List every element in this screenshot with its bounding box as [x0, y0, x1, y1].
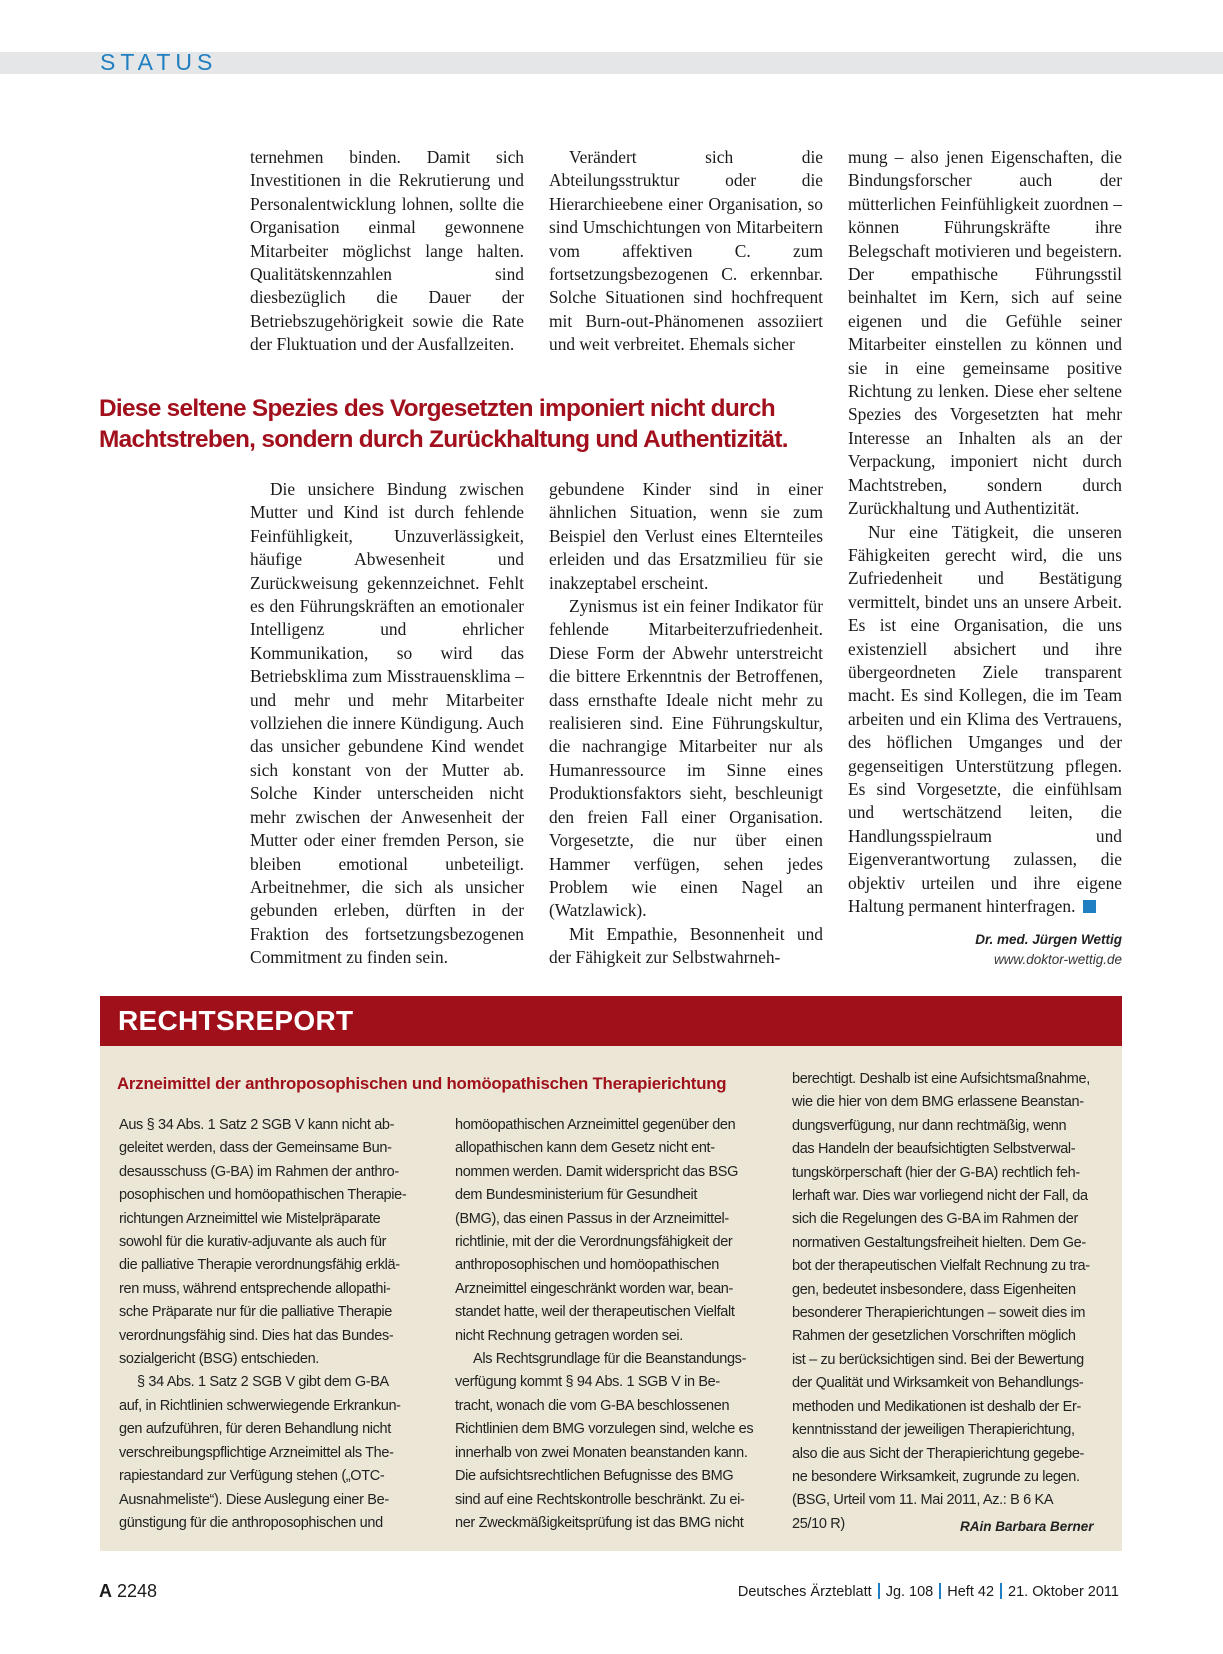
text-line: verordnungsfähig sind. Dies hat das Bundes- — [119, 1327, 394, 1344]
journal-volume: Jg. 108 — [885, 1584, 934, 1600]
text-line: Ausnahmeliste“). Diese Auslegung einer Be- — [119, 1491, 389, 1508]
text-line: allopathischen kann dem Gesetz nicht ent- — [455, 1140, 715, 1157]
text-line: Die aufsichtsrechtlichen Befugnisse des BMG — [455, 1468, 734, 1485]
text-line: normativen Gestaltungsfreiheit hielten. Dem Ge- — [792, 1234, 1086, 1251]
text-line: verfügung kommt § 94 Abs. 1 SGB V in Be- — [455, 1374, 720, 1391]
text-line: 25/10 R) — [792, 1515, 845, 1532]
text-line: ist – zu berücksichtigen sind. Bei der Bewertung — [792, 1351, 1084, 1368]
text-line: tracht, wonach die vom G-BA beschlossenen — [455, 1397, 730, 1414]
journal-date: 21. Oktober 2011 — [1008, 1584, 1119, 1600]
article-author-website: www.doktor-wettig.de — [993, 952, 1122, 967]
text-line: anthroposophischen und homöopathischen — [455, 1257, 720, 1274]
rechtsreport-title: RECHTSREPORT — [118, 1005, 354, 1036]
text-line: richtungen Arzneimittel wie Mistelpräparate — [119, 1210, 381, 1227]
text-line: sind auf eine Rechtskontrolle beschränkt. Zu ei- — [455, 1491, 745, 1508]
text-line: (BSG, Urteil vom 11. Mai 2011, Az.: B 6 KA — [792, 1492, 1054, 1509]
pull-quote: Diese seltene Spezies des Vorgesetzten imponiert nicht durch Machtstreben, sondern durch Zurückhaltung und Authentizität. — [99, 395, 788, 453]
text-line: methoden und Medikationen ist deshalb der Er- — [792, 1398, 1081, 1415]
text-line: ne besondere Wirksamkeit, zugrunde zu legen. — [792, 1468, 1080, 1485]
paragraph: gebundene Kinder sind in einer ähnlichen Situation, wenn sie zum Beispiel den Verlust eines Elternteiles erleiden und das Ersatzmilieu für sie inakzeptabel erscheint. — [549, 479, 823, 593]
text-line: sozialgericht (BSG) entschieden. — [119, 1351, 319, 1368]
page-number-value: 2248 — [117, 1581, 158, 1601]
rechtsreport-col1 — [119, 1114, 439, 1535]
text-line: günstigung für die anthroposophischen und — [119, 1514, 383, 1531]
text-line: rapiestandard zur Verfügung stehen („OTC- — [119, 1468, 385, 1485]
text-line: Als Rechtsgrundlage für die Beanstandungs- — [473, 1351, 747, 1368]
journal-name: Deutsches Ärzteblatt — [737, 1584, 872, 1600]
separator — [1000, 1583, 1002, 1599]
text-line: dem Bundesministerium für Gesundheit — [455, 1187, 698, 1204]
article-col1-top — [250, 146, 524, 357]
text-line: dungsverfügung, nur dann rechtmäßig, wenn — [792, 1117, 1067, 1134]
text-line: ren muss, während entsprechende allopathi- — [119, 1280, 391, 1297]
separator — [878, 1583, 880, 1599]
text-line: nommen werden. Damit widerspricht das BSG — [455, 1163, 739, 1180]
text-line: desausschuss (G-BA) im Rahmen der anthro- — [119, 1163, 399, 1180]
text-line: kenntnisstand der jeweiligen Therapierichtung, — [792, 1422, 1075, 1439]
text-line: der Qualität und Wirksamkeit von Behandlungs- — [792, 1375, 1084, 1392]
text-line: das Handeln der beaufsichtigten Selbstverwal- — [792, 1141, 1076, 1158]
text-line: Rahmen der gesetzlichen Vorschriften möglich — [792, 1328, 1076, 1345]
paragraph: Zynismus ist ein feiner Indikator für fehlende Mitarbeiterzufriedenheit. Diese Form der Abwehr unterstreicht die bittere Erkenntnis der Betroffenen, dass ernsthafte Ideale nicht mehr zu realisieren sind. Eine Führungskultur, die nachrangige Mitarbeiter nur als Humanressource im Sinne eines Produktionsfaktors sieht, beschleunigt den freien Fall einer Organisation. Vorgesetzte, die nur über einen Hammer verfügen, sehen jedes Problem wie einen Nagel an (Watzlawick). — [549, 596, 823, 921]
journal-issue: Heft 42 — [947, 1584, 995, 1600]
paragraph: Die unsichere Bindung zwischen Mutter und Kind ist durch fehlende Feinfühligkeit, Unzuverlässigkeit, häufige Abwesenheit und Zurückweisung gekennzeichnet. Fehlt es den Führungskräften an emotionaler Intelligenz und ehrlicher Kommunikation, so wird das Betriebsklima zum Misstrauensklima – und mehr und mehr Mitarbeiter vollziehen die innere Kündigung. Auch das unsicher gebundene Kind wendet sich konstant von der Mutter ab. Solche Kinder unterscheiden nicht mehr zwischen der Anwesenheit der Mutter oder einer fremden Person, sie bleiben emotional unbeteiligt. Arbeitnehmer, die sich als unsicher gebunden erleben, dürften in der Fraktion des fortsetzungsbezogenen Commitment zu finden sein. — [250, 479, 524, 968]
text-line: richtlinie, mit der die Verordnungsfähigkeit der — [455, 1234, 733, 1251]
paragraph — [848, 521, 1122, 919]
article-col2-bottom — [549, 478, 823, 970]
text-line: die palliative Therapie verordnungsfähig erklä- — [119, 1257, 400, 1274]
article-col3 — [848, 146, 1122, 918]
text-line: berechtigt. Deshalb ist eine Aufsichtsmaßnahme, — [792, 1071, 1090, 1087]
text-line: Aus § 34 Abs. 1 Satz 2 SGB V kann nicht ab- — [119, 1117, 395, 1133]
text-line: gen aufzuführen, für deren Behandlung nicht — [119, 1421, 391, 1438]
page-number — [99, 1579, 157, 1603]
journal-reference — [738, 1582, 1119, 1602]
rechtsreport-col3 — [792, 1068, 1112, 1536]
text-line: sich die Regelungen des G-BA im Rahmen der — [792, 1211, 1078, 1228]
text-line: nicht Rechnung getragen worden sei. — [455, 1327, 683, 1344]
text-line: also die aus Sicht der Therapierichtung gegebe- — [792, 1445, 1085, 1462]
text-line: § 34 Abs. 1 Satz 2 SGB V gibt dem G-BA — [137, 1374, 389, 1391]
article-col2-top — [549, 146, 823, 357]
text-line: gen, bedeutet insbesondere, dass Eigenheiten — [792, 1281, 1076, 1298]
page-prefix: A — [99, 1581, 112, 1601]
paragraph: ternehmen binden. Damit sich Investitionen in die Rekrutierung und Personalentwicklung lohnen, sollte die Organisation einmal gewonnene Mitarbeiter möglichst lange halten. Qualitätskennzahlen sind diesbezüglich die Dauer der Betriebszugehörigkeit sowie die Rate der Fluktuation und der Ausfallzeiten. — [250, 147, 524, 355]
text-line: standet hatte, weil der therapeutischen Vielfalt — [455, 1304, 735, 1321]
text-line: innerhalb von zwei Monaten beanstanden kann. — [455, 1444, 748, 1461]
separator — [939, 1583, 941, 1599]
text-line: Arzneimittel eingeschränkt worden war, bean- — [455, 1280, 733, 1297]
text-line: sowohl für die kurativ-adjuvante als auch für — [119, 1234, 387, 1251]
paragraph: mung – also jenen Eigenschaften, die Bindungsforscher auch der mütterlichen Feinfühligkeit zuordnen – können Führungskräfte ihre Belegschaft motivieren und begeistern. Der empathische Führungsstil beinhaltet im Kern, sich auf seine eigenen und die Gefühle seiner Mitarbeiter einstellen zu können und sie in eine gemeinsame positive Richtung zu lenken. Diese eher seltene Spezies des Vorgesetzten hat mehr Interesse an Inhalten als an der Verpackung, imponiert nicht durch Machtstreben, sondern durch Zurückhaltung und Authentizität. — [848, 147, 1122, 519]
text-line: auf, in Richtlinien schwerwiegende Erkrankun- — [119, 1397, 401, 1414]
text-line: besonderer Therapierichtungen – soweit dies im — [792, 1305, 1086, 1322]
text-line: ner Zweckmäßigkeitsprüfung ist das BMG nicht — [455, 1514, 744, 1531]
text-line: lerhaft war. Dies war vorliegend nicht der Fall, da — [792, 1188, 1088, 1205]
paragraph: Mit Empathie, Besonnenheit und der Fähigkeit zur Selbstwahrneh- — [549, 923, 823, 968]
text-line: Richtlinien dem BMG vorzulegen sind, welche es — [455, 1421, 754, 1438]
paragraph-text: Nur eine Tätigkeit, die unseren Fähigkeiten gerecht wird, die uns Zufriedenheit und Bestätigung vermittelt, bindet uns an unsere Arbeit. Es ist eine Organisation, die uns existenziell absichert und ihre übergeordneten Ziele transparent macht. Es sind Kollegen, die im Team arbeiten und ein Klima des Vertrauens, des höflichen Umganges und der gegenseitigen Unterstützung pflegen. Es sind Vorgesetzte, die einfühlsam und wertschätzend leiten, die Handlungsspielraum und Eigenverantwortung zulassen, die objektiv urteilen und ihre eigene Haltung permanent hinterfragen. — [848, 521, 1122, 916]
text-line: (BMG), das einen Passus in der Arzneimittel- — [455, 1210, 729, 1227]
section-label: STATUS — [100, 49, 218, 75]
end-mark-icon — [1083, 900, 1096, 913]
text-line: sche Präparate nur für die palliative Therapie — [119, 1304, 392, 1321]
rechtsreport-subtitle: Arzneimittel der anthroposophischen und homöopathischen Therapierichtung — [117, 1074, 727, 1093]
article-col1-bottom — [250, 478, 524, 970]
article-author: Dr. med. Jürgen Wettig — [975, 932, 1122, 947]
rechtsreport-col2 — [455, 1114, 775, 1535]
text-line: tungskörperschaft (hier der G-BA) rechtlich feh- — [792, 1164, 1080, 1181]
text-line: homöopathischen Arzneimittel gegenüber den — [455, 1117, 736, 1133]
text-line: posophischen und homöopathischen Therapie- — [119, 1187, 407, 1204]
paragraph: Verändert sich die Abteilungsstruktur oder die Hierarchieebene einer Organisation, so sind Umschichtungen von Mitarbeitern vom affektiven C. zum fortsetzungsbezogenen C. erkennbar. Solche Situationen sind hochfrequent mit Burn-out-Phänomenen assoziiert und weit verbreitet. Ehemals sicher — [549, 147, 823, 355]
rechtsreport-author: RAin Barbara Berner — [960, 1519, 1094, 1534]
text-line: bot der therapeutischen Vielfalt Rechnung zu tra- — [792, 1258, 1090, 1275]
text-line: verschreibungspflichtige Arzneimittel als The- — [119, 1444, 394, 1461]
text-line: wie die hier von dem BMG erlassene Beanstan- — [792, 1094, 1084, 1111]
text-line: geleitet werden, dass der Gemeinsame Bun- — [119, 1140, 392, 1157]
